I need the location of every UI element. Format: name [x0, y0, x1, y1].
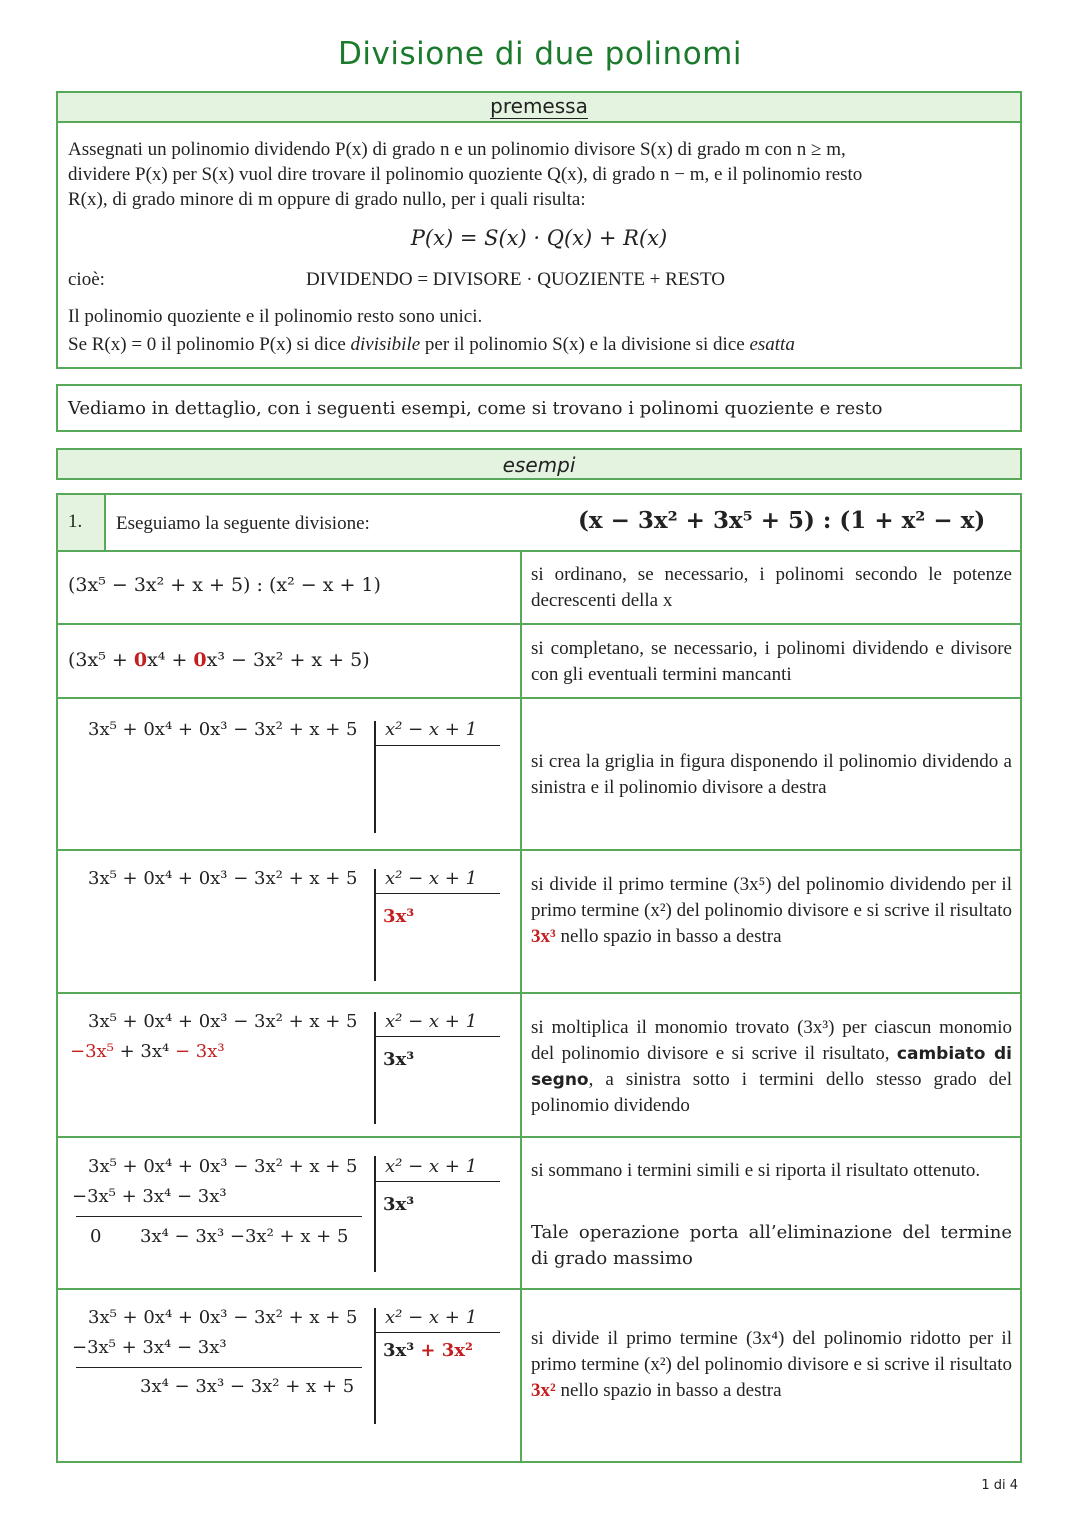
step-multiply-text [531, 1015, 1012, 1119]
s5-a: si moltiplica il monomio trovato (3x³) per ciascun monomio del polinomio divisore e si scrive il risultato, [531, 1017, 1012, 1064]
dividend: 3x⁵ + 0x⁴ + 0x³ − 3x² + x + 5 [88, 1307, 358, 1328]
partial-remainder: 3x⁴ − 3x³ −3x² + x + 5 [140, 1226, 349, 1247]
premessa-line1: Assegnati un polinomio dividendo P(x) di grado n e un polinomio divisore S(x) di grado m con n ≥ m, [68, 139, 846, 160]
divisor: x² − x + 1 [385, 1307, 478, 1328]
step-grid-left [58, 699, 522, 849]
subtrahend: −3x⁵ + 3x⁴ − 3x³ [72, 1337, 227, 1358]
completed-dividend [68, 649, 370, 671]
grid-horizontal-line [376, 1036, 500, 1037]
step-order-text: si ordinano, se necessario, i polinomi secondo le potenze decrescenti della x [531, 564, 1012, 611]
step-order-row [56, 550, 1022, 625]
step-sum-text-b: Tale operazione porta all’eliminazione del termine di grado massimo [531, 1222, 1012, 1269]
sub-b: + 3x⁴ [113, 1041, 170, 1062]
quotient [383, 1340, 473, 1361]
premessa-formula: P(x) = S(x) · Q(x) + R(x) [410, 226, 668, 250]
subtrahend: −3x⁵ + 3x⁴ − 3x³ [72, 1186, 227, 1207]
s4-c: nello spazio in basso a destra [555, 926, 782, 947]
q2-a: 3x³ [383, 1340, 415, 1361]
example-division: (x − 3x² + 3x⁵ + 5) : (1 + x² − x) [578, 507, 986, 534]
example1-header-row [56, 493, 1022, 552]
grid-vertical-line [374, 1308, 376, 1424]
grid-horizontal-line [376, 745, 500, 746]
dividend: 3x⁵ + 0x⁴ + 0x³ − 3x² + x + 5 [88, 1156, 358, 1177]
grid-horizontal-line [376, 1181, 500, 1182]
cd-c: x⁴ + [147, 649, 194, 671]
intro-text: Vediamo in dettaglio, con i seguenti esempi, come si trovano i polinomi quoziente e resto [68, 398, 883, 419]
s5-c: , a sinistra sotto i termini dello stesso grado del polinomio dividendo [531, 1069, 1012, 1116]
ordered-division: (3x⁵ − 3x² + x + 5) : (x² − x + 1) [68, 574, 381, 596]
divisor: x² − x + 1 [385, 719, 478, 740]
sum-line [76, 1216, 362, 1217]
step-sum-row [56, 1138, 1022, 1290]
step-grid-row [56, 699, 1022, 851]
grid-vertical-line [374, 1156, 376, 1272]
line5-divisibile: divisibile [350, 334, 421, 355]
step-grid-text: si crea la griglia in figura disponendo il polinomio dividendo a sinistra e il polinomio divisore a destra [531, 751, 1012, 798]
esempi-header [56, 448, 1022, 480]
cd-e: x³ − 3x² + x + 5) [206, 649, 370, 671]
step-divide-left [58, 851, 522, 992]
intro-box [56, 384, 1022, 432]
zero-term: 0 [90, 1226, 102, 1247]
cioe-label: cioè: [68, 269, 105, 290]
premessa-header [58, 93, 1020, 123]
cd-zero1: 0 [133, 649, 148, 671]
step-sum-left [58, 1138, 522, 1288]
premessa-line4: Il polinomio quoziente e il polinomio resto sono unici. [68, 306, 483, 327]
line5-esatta: esatta [749, 334, 795, 355]
step-multiply-left [58, 994, 522, 1136]
step-divide2-text [531, 1326, 1012, 1404]
step-divide-row [56, 851, 1022, 994]
premessa-header-label: premessa [490, 94, 588, 118]
step-complete-text: si completano, se necessario, i polinomi dividendo e divisore con gli eventuali termini mancanti [531, 638, 1012, 685]
line5-part-c: per il polinomio S(x) e la divisione si dice [420, 334, 750, 355]
s7-c: nello spazio in basso a destra [555, 1380, 782, 1401]
example-label: Eseguiamo la seguente divisione: [116, 513, 370, 534]
step-sum-text-a: si sommano i termini simili e si riporta il risultato ottenuto. [531, 1160, 981, 1181]
s4-a: si divide il primo termine (3x⁵) del polinomio dividendo per il primo termine (x²) del polinomio divisore e si scrive il risultato [531, 874, 1012, 921]
cd-zero2: 0 [193, 649, 207, 671]
step-order-left [58, 550, 522, 623]
quotient: 3x³ [383, 1194, 415, 1215]
dividend: 3x⁵ + 0x⁴ + 0x³ − 3x² + x + 5 [88, 1011, 358, 1032]
partial-remainder: 3x⁴ − 3x³ − 3x² + x + 5 [140, 1376, 355, 1397]
quotient: 3x³ [383, 1049, 415, 1070]
step-complete-row [56, 625, 1022, 699]
grid-horizontal-line [376, 1332, 500, 1333]
premessa-line5 [68, 332, 795, 358]
s4-b: 3x³ [531, 926, 556, 947]
divisor: x² − x + 1 [385, 868, 478, 889]
dividend: 3x⁵ + 0x⁴ + 0x³ − 3x² + x + 5 [88, 719, 358, 740]
step-divide-text [531, 872, 1012, 950]
line5-part-a: Se R(x) = 0 il polinomio P(x) si dice [68, 334, 351, 355]
s7-a: si divide il primo termine (3x⁴) del polinomio ridotto per il primo termine (x²) del polinomio divisore e si scrive il risultato [531, 1328, 1012, 1375]
grid-vertical-line [374, 869, 376, 981]
premessa-line2: dividere P(x) per S(x) vuol dire trovare il polinomio quoziente Q(x), di grado n − m, e il polinomio resto [68, 164, 863, 185]
page-title: Divisione di due polinomi [338, 36, 742, 72]
grid-vertical-line [374, 1012, 376, 1124]
grid-vertical-line [374, 721, 376, 833]
sub-a: −3x⁵ [70, 1041, 114, 1062]
s5-b: cambiato di segno [531, 1044, 1013, 1090]
step-divide2-row [56, 1290, 1022, 1463]
page-number: 1 di 4 [981, 1478, 1018, 1493]
step-divide2-left [58, 1290, 522, 1461]
premessa-line3: R(x), di grado minore di m oppure di grado nullo, per i quali risulta: [68, 189, 586, 210]
divisor: x² − x + 1 [385, 1011, 478, 1032]
dividend: 3x⁵ + 0x⁴ + 0x³ − 3x² + x + 5 [88, 868, 358, 889]
divisor: x² − x + 1 [385, 1156, 478, 1177]
sub-c: − 3x³ [169, 1041, 225, 1062]
step-multiply-row [56, 994, 1022, 1138]
cd-a: (3x⁵ + [68, 649, 134, 671]
step-complete-left [58, 625, 522, 697]
example-number: 1. [68, 511, 83, 532]
sum-line [76, 1367, 362, 1368]
subtrahend [70, 1041, 225, 1062]
quotient: 3x³ [383, 906, 415, 927]
cioe-text: DIVIDENDO = DIVISORE · QUOZIENTE + RESTO [306, 269, 725, 290]
premessa-box [56, 91, 1022, 369]
grid-horizontal-line [376, 893, 500, 894]
q2-b: + 3x² [414, 1340, 473, 1361]
s7-b: 3x² [531, 1380, 556, 1401]
esempi-label: esempi [502, 453, 576, 477]
example-number-cell [58, 495, 106, 550]
